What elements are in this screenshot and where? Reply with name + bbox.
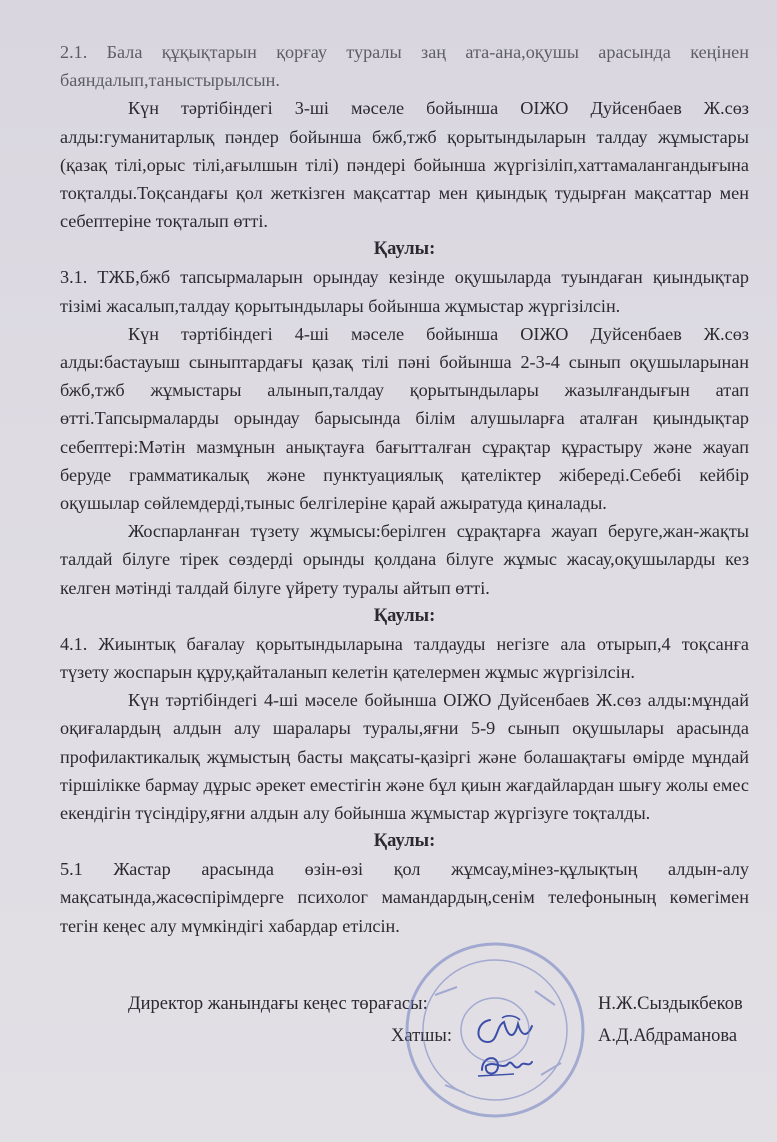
- chair-name: Н.Ж.Сыздыкбеков: [598, 993, 743, 1014]
- chair-label: Директор жанындағы кеңес төрағасы:: [128, 993, 428, 1014]
- paragraph-3-1: 3.1. ТЖБ,бжб тапсырмаларын орындау кезінде оқушыларда туындаған қиындықтар тізімі жасалып,талдау қорытындылары бойынша жұмыстар жүргізілсін.: [60, 267, 749, 316]
- secretary-name: А.Д.Абдраманова: [598, 1025, 738, 1046]
- resolution-heading-1: Қаулы:: [373, 239, 436, 260]
- secretary-label: Хатшы:: [391, 1025, 452, 1046]
- official-stamp-icon: [365, 935, 595, 1125]
- paragraph-4-1: 4.1. Жиынтық бағалау қорытындыларына талдауды негізге ала отырып,4 тоқсанға түзету жоспарын құру,қайталанып келетін қателермен жұмыс жүргізілсін.: [60, 633, 749, 683]
- resolution-heading-3: Қаулы:: [373, 831, 436, 852]
- paragraph-5-1: 5.1 Жастар арасында өзін-өзі қол жұмсау,мінез-құлықтың алдын-алу мақсатында,жасөспірімдерге психолог мамандардың,сенім телефонының көмегімен тегін кеңес алу мүмкіндігі хабардар етілсін.: [60, 859, 749, 936]
- paragraph-correction-plan: Жоспарланған түзету жұмысы:берілген сұрақтарға жауап беруге,жан-жақты талдай білуге тірек сөздерді орынды қолдана білуге жұмыс жасау,оқушыларды кез келген мәтінді талдай білуге үйрету туралы айтып өтті.: [60, 521, 749, 598]
- paragraph-agenda-4: Күн тәртібіндегі 4-ші мәселе бойынша ОІЖО Дуйсенбаев Ж.сөз алды:бастауыш сыныптардағы қазақ тілі пәні бойынша 2-3-4 сынып оқушыларынан бжб,тжб жұмыстары алынып,талдау қорытындылары жазылғандығын атап өтті.Тапсырмаларды орындау барысында білім алушыларға аталған қиындықтар себептері:Мәтін мазмұнын анықтауға бағытталған сұрақтар құрастыру және жауап беруде грамматикалық және пунктуациялық қателіктер жібереді.Себебі кейбір оқушылар сөйлемдерді,тыныс белгілеріне қарай ажыратуда қиналады.: [60, 323, 749, 514]
- paragraph-2-1: 2.1. Бала құқықтарын қорғау туралы заң ата-ана,оқушы арасында кеңінен баяндалып,таныстырылсын.: [60, 42, 749, 91]
- resolution-heading-2: Қаулы:: [373, 605, 436, 626]
- paragraph-agenda-3: Күн тәртібіндегі 3-ші мәселе бойынша ОІЖО Дуйсенбаев Ж.сөз алды:гуманитарлық пәндер бойынша бжб,тжб қорытындыларын талдау жұмыстары (қазақ тілі,орыс тілі,ағылшын тілі) пәндері бойынша жүргізіліп,хаттамалангандығына тоқталды.Тоқсандағы қол жеткізген мақсаттар мен қиындық тудырған мақсаттар мен себептеріне тоқталып өтті.: [60, 98, 749, 232]
- paragraph-agenda-4-prevention: Күн тәртібіндегі 4-ші мәселе бойынша ОІЖО Дуйсенбаев Ж.сөз алды:мұндай оқиғалардың алдын алу шаралары туралы,яғни 5-9 сынып оқушылары арасында профилактикалық жұмыстың басты мақсаты-қазіргі және болашақтағы өмірде мұндай тіршілікке бармау дұрыс әрекет еместігін және бұл қиын жағдайлардан шығу жолы емес екендігін түсіндіру,яғни алдын алу бойынша жұмыстар жүргізуге тоқталды.: [60, 690, 749, 824]
